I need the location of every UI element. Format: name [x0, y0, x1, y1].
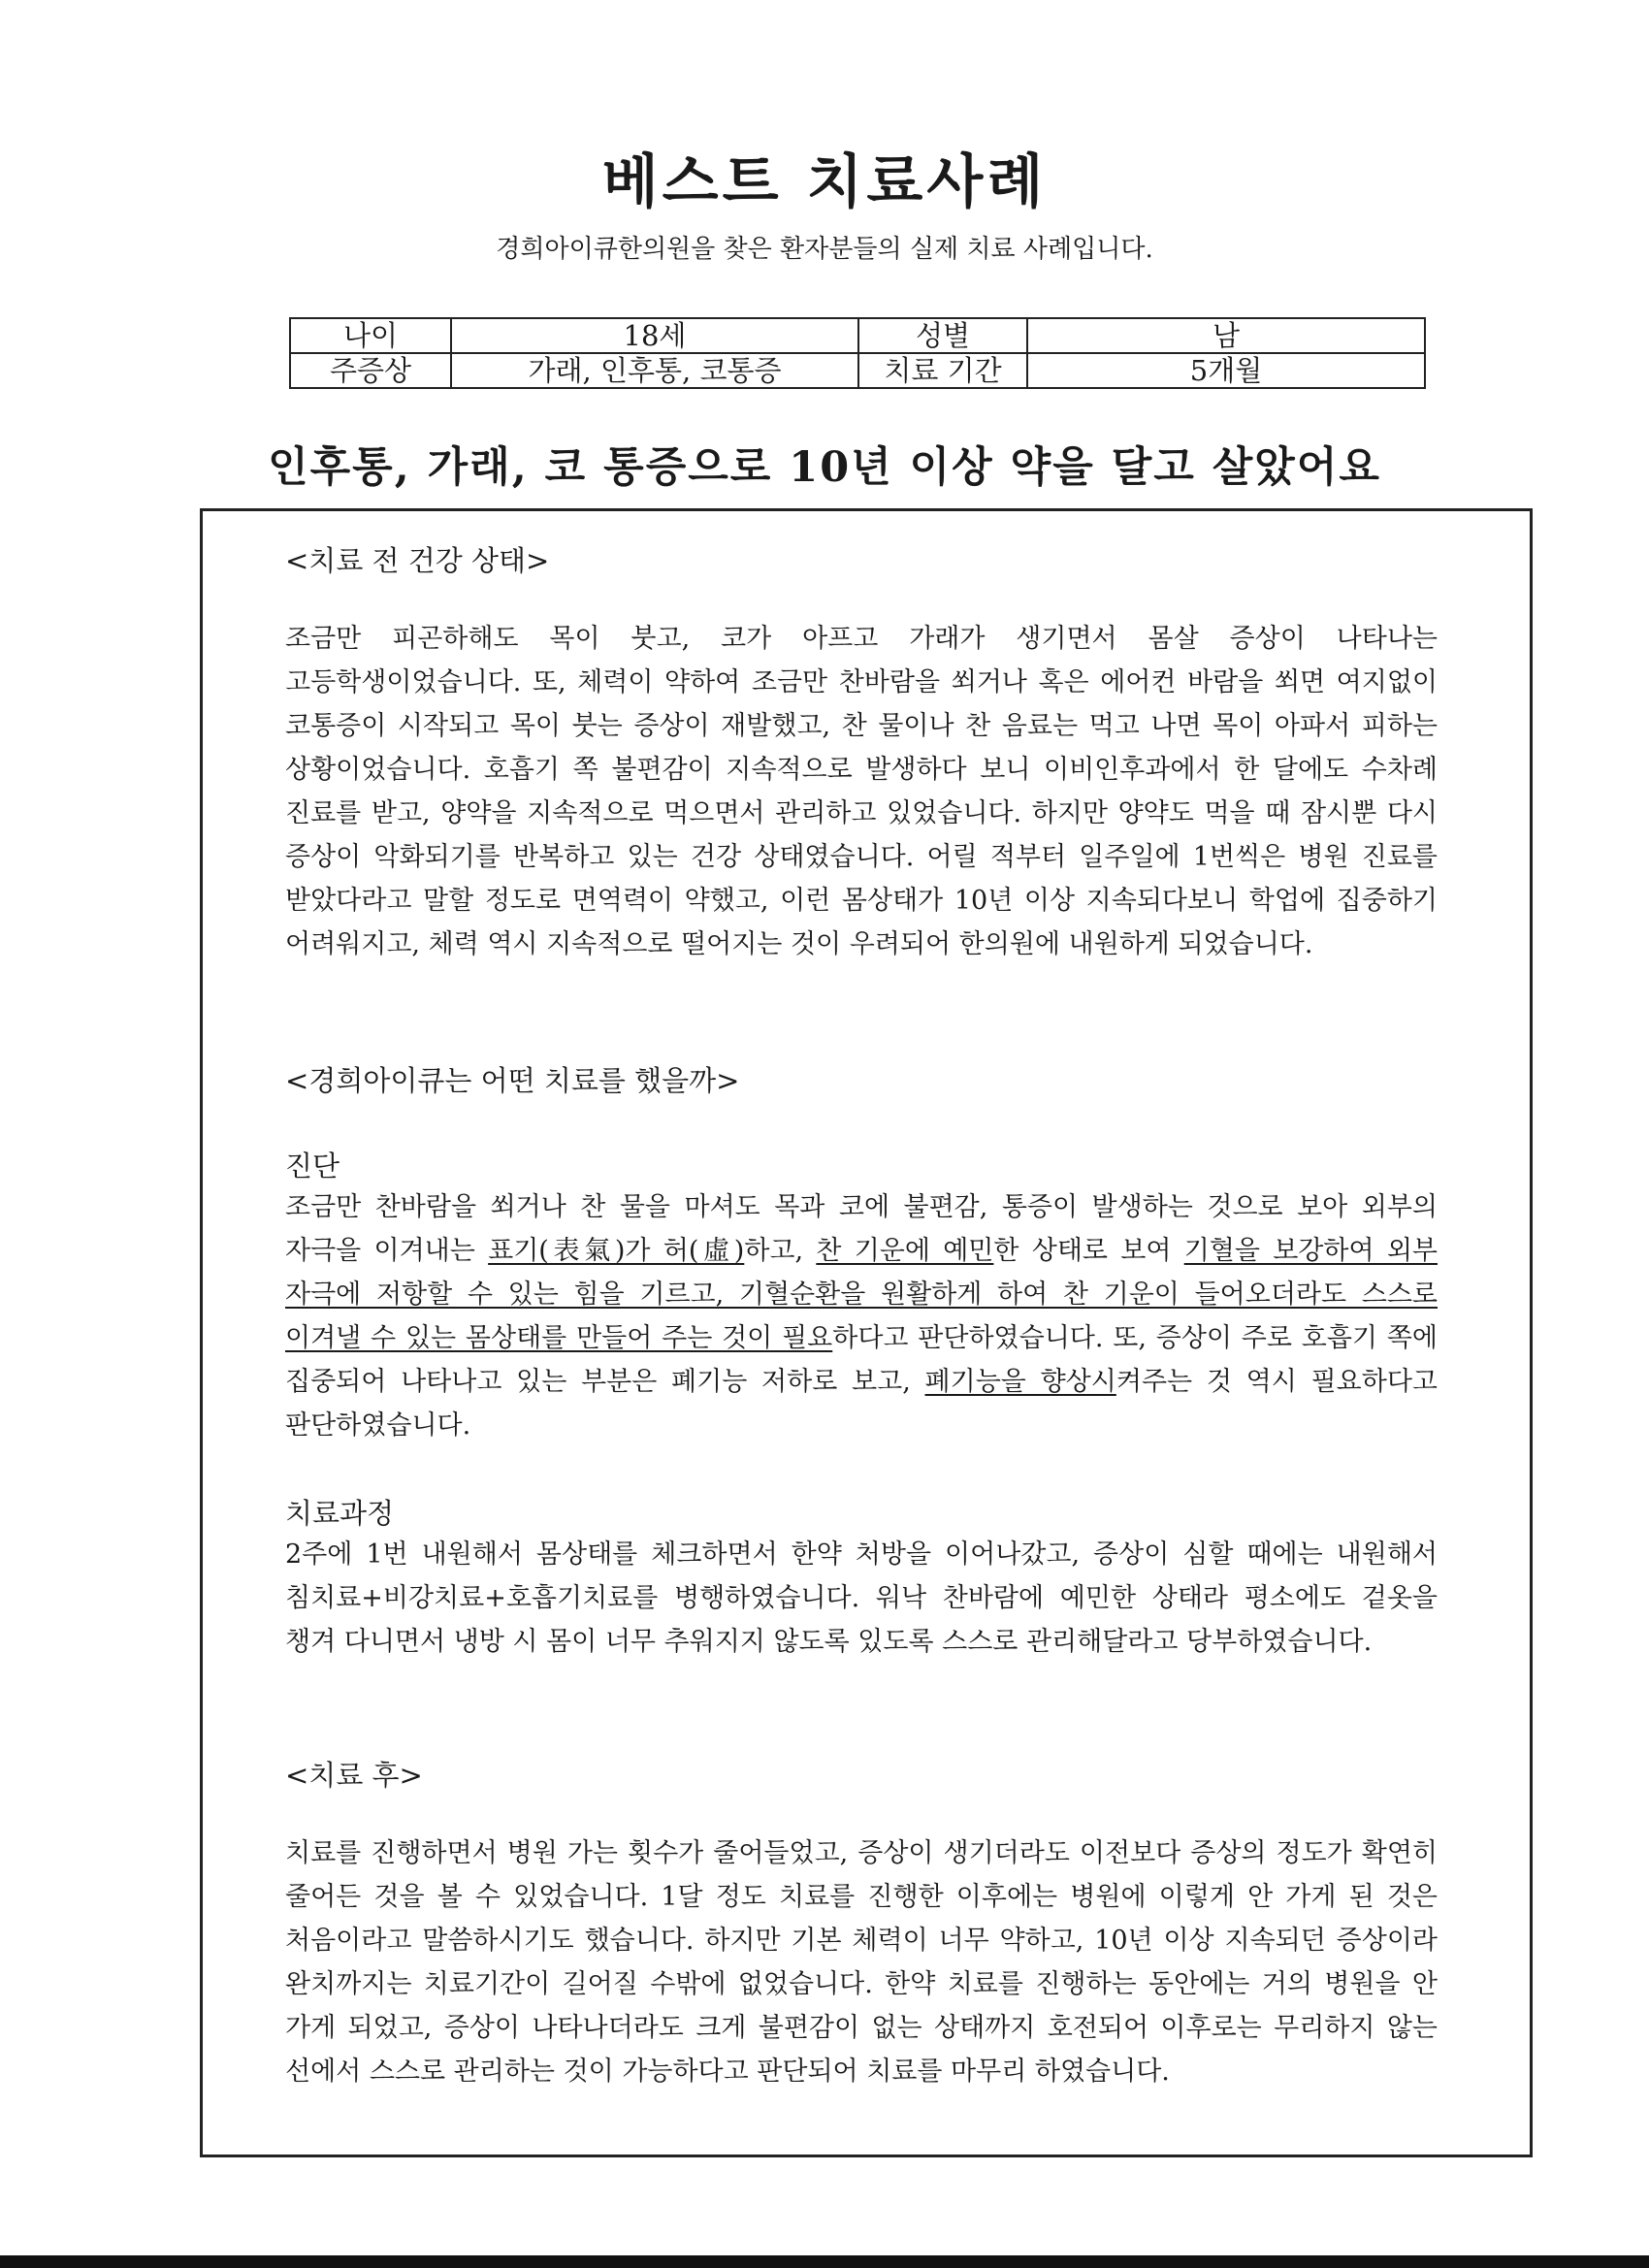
symptom-label: 주증상: [290, 353, 451, 388]
diagnosis-text: 켜주는 것 역시 필요하다고 판단하였습니다.: [285, 1367, 1438, 1441]
diagnosis-underlined-text: 표기(表氣)가 허(虛): [488, 1236, 745, 1266]
gender-label: 성별: [858, 318, 1027, 353]
process-paragraph: 2주에 1번 내원해서 몸상태를 체크하면서 한약 처방을 이어나갔고, 증상이 심할 때에는 내원해서 침치료+비강치료+호흡기치료를 병행하였습니다. 워낙 찬바람에 예민한 상태라 평소에도 겉옷을 챙겨 다니면서 냉방 시 몸이 너무 추워지지 않도록 있도록 스스로 관리해달라고 당부하였습니다.: [285, 1539, 1438, 1657]
age-label: 나이: [290, 318, 451, 353]
table-row: [290, 353, 1425, 388]
symptom-value: 가래, 인후통, 코통증: [451, 353, 858, 388]
case-headline: 인후통, 가래, 코 통증으로 10년 이상 약을 달고 살았어요: [268, 443, 1381, 492]
diagnosis-underlined-text: 찬 기운에 예민: [816, 1236, 994, 1266]
diagnosis-paragraph: [285, 1185, 1438, 1447]
scan-edge-bar: [0, 2255, 1649, 2268]
diagnosis-underlined-text: 폐기능을 향상시: [924, 1367, 1116, 1397]
after-paragraph: 치료를 진행하면서 병원 가는 횟수가 줄어들었고, 증상이 생기더라도 이전보다 증상의 정도가 확연히 줄어든 것을 볼 수 있었습니다. 1달 정도 치료를 진행한 이후에는 병원에 이렇게 안 가게 된 것은 처음이라고 말씀하시기도 했습니다. 하지만 기본 체력이 너무 약하고, 10년 이상 지속되던 증상이라 완치까지는 치료기간이 길어질 수밖에 없었습니다. 한약 치료를 진행하는 동안에는 거의 병원을 안 가게 되었고, 증상이 나타나더라도 크게 불편감이 없는 상태까지 호전되어 이후로는 무리하지 않는 선에서 스스로 관리하는 것이 가능하다고 판단되어 치료를 마무리 하였습니다.: [285, 1838, 1438, 2087]
diagnosis-text: 하고,: [744, 1236, 817, 1266]
diagnosis-text: 한 상태로 보여: [993, 1236, 1184, 1266]
before-heading: <치료 전 건강 상태>: [285, 544, 550, 577]
patient-info-table: [289, 317, 1426, 389]
age-value: 18세: [451, 318, 858, 353]
treatment-heading: <경희아이큐는 어떤 치료를 했을까>: [285, 1064, 740, 1097]
diagnosis-text: 하다고 판단하였습니다. 또, 증상이 주로 호흡기 쪽에 집중되어 나타나고 있는 부분은 폐기능 저하로 보고,: [285, 1323, 1438, 1397]
before-paragraph: 조금만 피곤하해도 목이 붓고, 코가 아프고 가래가 생기면서 몸살 증상이 나타나는 고등학생이었습니다. 또, 체력이 약하여 조금만 찬바람을 쐬거나 혹은 에어컨 바람을 쐬면 여지없이 코통증이 시작되고 목이 붓는 증상이 재발했고, 찬 물이나 찬 음료는 먹고 나면 목이 아파서 피하는 상황이었습니다. 호흡기 쪽 불편감이 지속적으로 발생하다 보니 이비인후과에서 한 달에도 수차례 진료를 받고, 양약을 지속적으로 먹으면서 관리하고 있었습니다. 하지만 양약도 먹을 때 잠시뿐 다시 증상이 악화되기를 반복하고 있는 건강 상태였습니다. 어릴 적부터 일주일에 1번씩은 병원 진료를 받았다라고 말할 정도로 면역력이 약했고, 이런 몸상태가 10년 이상 지속되다보니 학업에 집중하기 어려워지고, 체력 역시 지속적으로 떨어지는 것이 우려되어 한의원에 내원하게 되었습니다.: [285, 624, 1438, 959]
diagnosis-underlined-text: 기혈을 보강하여 외부 자극에 저항할 수 있는 힘을 기르고, 기혈순환을 원활하게 하여 찬 기운이 들어오더라도 스스로 이겨낼 수 있는 몸상태를 만들어 주는 것이 필요: [285, 1236, 1438, 1353]
diagnosis-heading: 진단: [285, 1150, 340, 1183]
page-title: 베스트 치료사례: [601, 148, 1048, 216]
diagnosis-text: 조금만 찬바람을 쐬거나 찬 물을 마셔도 목과 코에 불편감, 통증이 발생하는 것으로 보아 외부의 자극을 이겨내는: [285, 1192, 1438, 1266]
after-heading: <치료 후>: [285, 1759, 423, 1792]
table-row: [290, 318, 1425, 353]
period-label: 치료 기간: [858, 353, 1027, 388]
gender-value: 남: [1027, 318, 1425, 353]
process-heading: 치료과정: [285, 1497, 395, 1530]
period-value: 5개월: [1027, 353, 1425, 388]
page-subtitle: 경희아이큐한의원을 찾은 환자분들의 실제 치료 사례입니다.: [496, 235, 1153, 264]
